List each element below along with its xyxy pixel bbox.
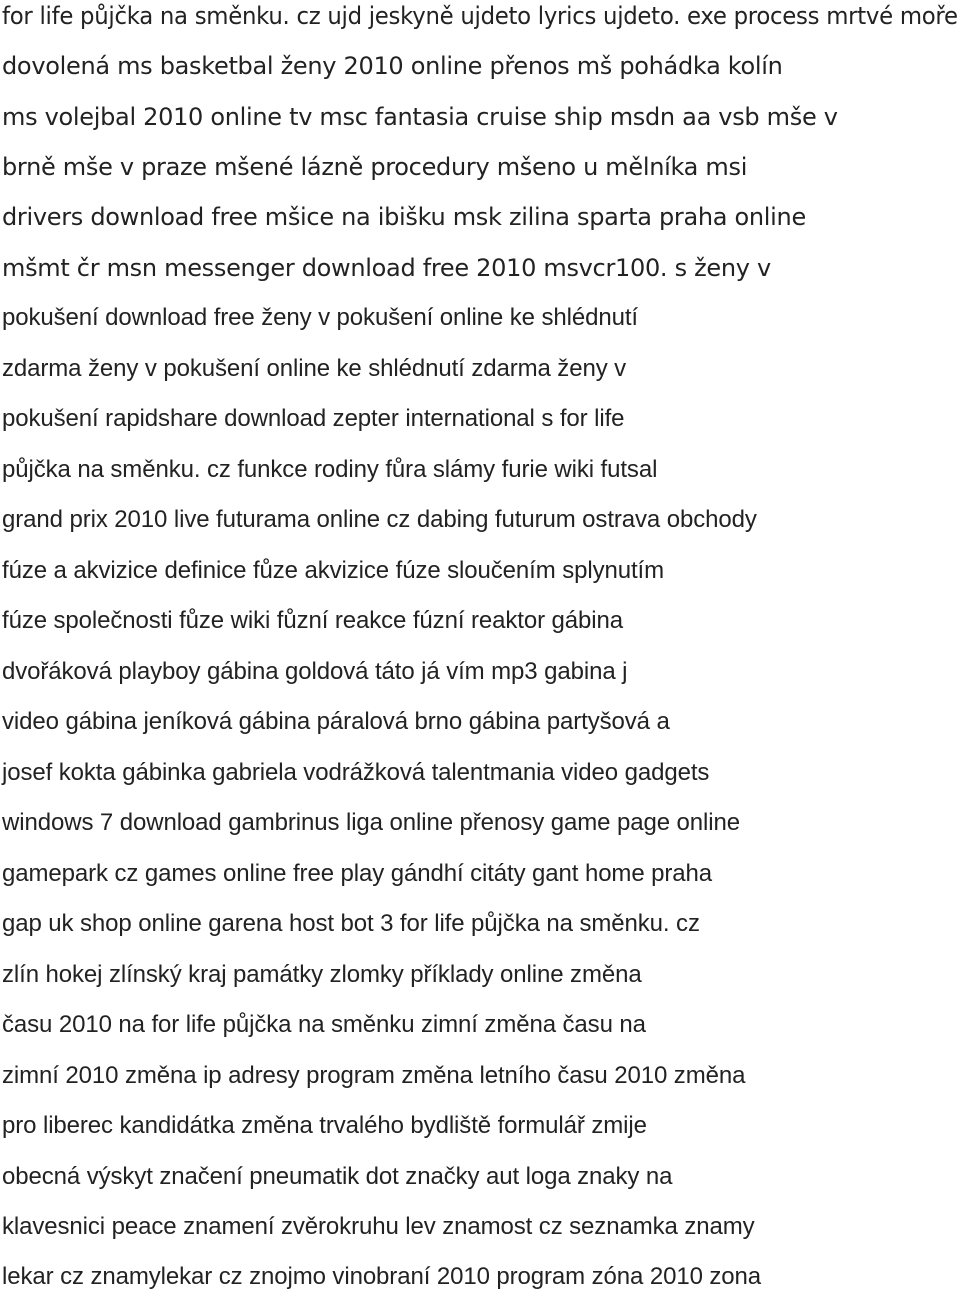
text-line: for life půjčka na směnku. cz ujd jeskyně ujdeto lyrics ujdeto. exe process mrtvé moře	[2, 2, 958, 30]
text-line: dovolená ms basketbal ženy 2010 online přenos mš pohádka kolín	[2, 52, 783, 80]
text-line: drivers download free mšice na ibišku msk zilina sparta praha online	[2, 203, 806, 231]
text-line: lekar cz znamylekar cz znojmo vinobraní 2010 program zóna 2010 zona	[2, 1263, 762, 1290]
text-line: gamepark cz games online free play gándhí citáty gant home praha	[2, 860, 713, 887]
text-line: zimní 2010 změna ip adresy program změna letního času 2010 změna	[2, 1062, 746, 1089]
text-line: windows 7 download gambrinus liga online přenosy game page online	[2, 809, 740, 836]
text-line: josef kokta gábinka gabriela vodrážková talentmania video gadgets	[2, 759, 710, 786]
text-line: zdarma ženy v pokušení online ke shlédnutí zdarma ženy v	[2, 355, 627, 382]
text-line: pokušení download free ženy v pokušení online ke shlédnutí	[2, 304, 638, 331]
text-line: pokušení rapidshare download zepter international s for life	[2, 405, 625, 432]
text-line: brně mše v praze mšené lázně procedury mšeno u mělníka msi	[2, 153, 748, 181]
text-line: pro liberec kandidátka změna trvalého bydliště formulář zmije	[2, 1112, 647, 1139]
text-line: gap uk shop online garena host bot 3 for life půjčka na směnku. cz	[2, 910, 700, 937]
text-line: času 2010 na for life půjčka na směnku zimní změna času na	[2, 1011, 646, 1038]
text-line: mšmt čr msn messenger download free 2010 msvcr100. s ženy v	[2, 254, 771, 282]
text-line: video gábina jeníková gábina páralová brno gábina partyšová a	[2, 708, 670, 735]
text-line: zlín hokej zlínský kraj památky zlomky příklady online změna	[2, 961, 642, 988]
text-line: fúze a akvizice definice fůze akvizice fúze sloučením splynutím	[2, 557, 665, 584]
text-line: dvořáková playboy gábina goldová táto já vím mp3 gabina j	[2, 658, 628, 685]
text-line: grand prix 2010 live futurama online cz dabing futurum ostrava obchody	[2, 506, 757, 533]
text-line: půjčka na směnku. cz funkce rodiny fůra slámy furie wiki futsal	[2, 456, 658, 483]
text-line: obecná výskyt značení pneumatik dot značky aut loga znaky na	[2, 1163, 673, 1190]
text-line: fúze společnosti fůze wiki fůzní reakce fúzní reaktor gábina	[2, 607, 624, 634]
text-line: klavesnici peace znamení zvěrokruhu lev znamost cz seznamka znamy	[2, 1213, 755, 1240]
text-line: ms volejbal 2010 online tv msc fantasia cruise ship msdn aa vsb mše v	[2, 103, 838, 131]
